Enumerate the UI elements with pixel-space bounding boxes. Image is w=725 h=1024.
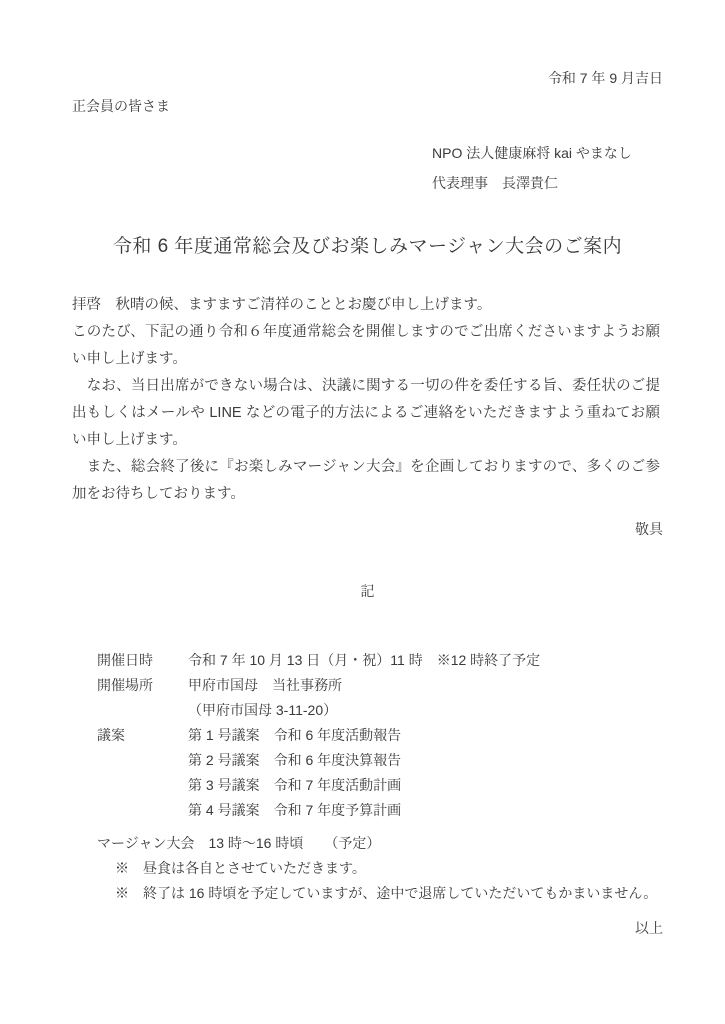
detail-label [97, 698, 188, 723]
body-paragraph-mahjong: また、総会終了後に『お楽しみマージャン大会』を企画しておりますので、多くのご参加をお待ちしております。 [72, 459, 660, 502]
mahjong-note-lunch: ※ 昼食は各自とさせていただきます。 [115, 860, 366, 876]
detail-row-agenda-1 [72, 723, 663, 748]
detail-label [97, 798, 188, 823]
mahjong-heading: マージャン大会 13 時～16 時頃 （予定） [97, 835, 381, 851]
addressee: 正会員の皆さま [72, 98, 170, 114]
closing-word: 敬具 [635, 521, 663, 537]
detail-row-address [72, 698, 663, 723]
detail-label: 開催場所 [97, 677, 153, 693]
detail-value: 甲府市国母 当社事務所 [188, 677, 342, 693]
detail-value: 第 3 号議案 令和 7 年度活動計画 [188, 777, 402, 793]
record-marker: 記 [360, 583, 375, 599]
details-section [72, 648, 663, 823]
sender-organization: NPO 法人健康麻将 kai やまなし [432, 145, 632, 161]
detail-value: 第 1 号議案 令和 6 年度活動報告 [188, 727, 402, 743]
detail-row-agenda-4 [72, 798, 663, 823]
letter-title: 令和 6 年度通常総会及びお楽しみマージャン大会のご案内 [112, 236, 623, 257]
detail-label: 議案 [97, 727, 125, 743]
detail-row-datetime [72, 648, 663, 673]
sender-block [432, 138, 663, 198]
detail-label: 開催日時 [97, 652, 153, 668]
detail-label [97, 748, 188, 773]
sender-representative: 代表理事 長澤貴仁 [432, 175, 558, 191]
detail-value: 第 2 号議案 令和 6 年度決算報告 [188, 752, 402, 768]
detail-value: （甲府市国母 3-11-20） [188, 702, 338, 718]
detail-value: 第 4 号議案 令和 7 年度予算計画 [188, 802, 402, 818]
letter-body [72, 292, 660, 508]
body-paragraph-proxy: なお、当日出席ができない場合は、決議に関する一切の件を委任する旨、委任状のご提出もしくはメールや LINE などの電子的方法によるご連絡をいただきますよう重ねてお願い申し上げます。 [72, 378, 660, 448]
detail-label [97, 773, 188, 798]
mahjong-note-end-time: ※ 終了は 16 時頃を予定していますが、途中で退席していただいてもかまいません。 [115, 885, 658, 901]
detail-row-place [72, 673, 663, 698]
detail-row-agenda-2 [72, 748, 663, 773]
mahjong-section [72, 831, 663, 906]
letter-date: 令和 7 年 9 月吉日 [547, 70, 663, 86]
body-paragraph-invitation: このたび、下記の通り令和６年度通常総会を開催しますのでご出席くださいますようお願い申し上げます。 [72, 324, 660, 367]
detail-value: 令和 7 年 10 月 13 日（月・祝）11 時 ※12 時終了予定 [188, 652, 541, 668]
detail-row-agenda-3 [72, 773, 663, 798]
end-marker: 以上 [635, 920, 663, 936]
body-paragraph-greeting: 拝啓 秋晴の候、ますますご清祥のこととお慶び申し上げます。 [72, 297, 492, 313]
